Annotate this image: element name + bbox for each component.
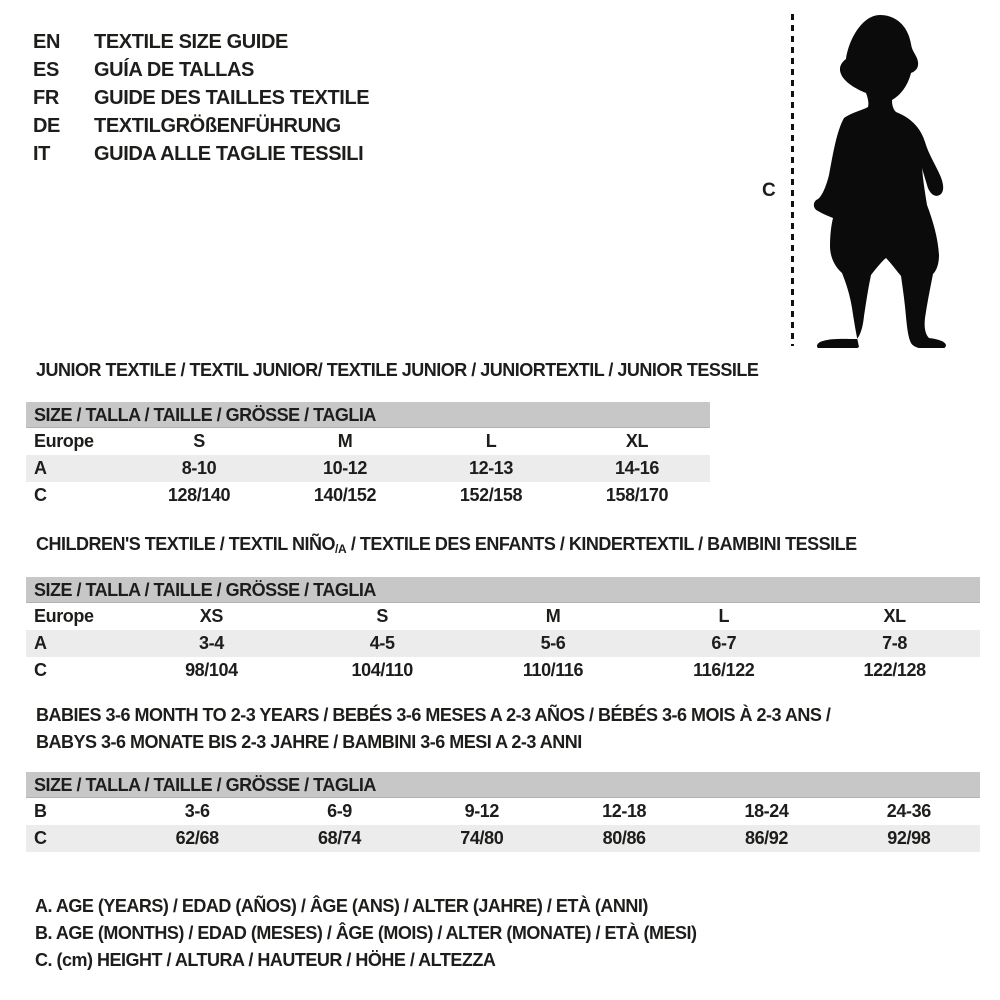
table-cell: 6-7	[711, 633, 737, 653]
row-label: Europe	[34, 606, 94, 626]
table-cell: 9-12	[464, 801, 500, 821]
table-header-bar: SIZE / TALLA / TAILLE / GRÖSSE / TAGLIA	[26, 402, 710, 428]
size-table-junior	[26, 402, 710, 509]
table-cell: 152/158	[459, 485, 523, 505]
guide-title: GUIDE DES TAILLES TEXTILE	[94, 86, 370, 109]
table-cell: 116/122	[693, 660, 755, 680]
section-heading-text: CHILDREN'S TEXTILE / TEXTIL NIÑO	[36, 534, 335, 554]
section-heading-babies	[36, 704, 830, 753]
table-cell: 14-16	[614, 458, 660, 478]
table-cell: 92/98	[887, 828, 931, 848]
language-row	[33, 84, 369, 112]
section-heading-text: / TEXTILE DES ENFANTS / KINDERTEXTIL / BAMBINI TESSILE	[346, 534, 857, 554]
table-cell: 122/128	[863, 660, 926, 680]
height-marker-label: C	[762, 180, 776, 201]
table-cell: 80/86	[602, 828, 646, 848]
table-cell: 4-5	[369, 633, 395, 653]
table-cell: 68/74	[317, 828, 362, 848]
guide-title: TEXTILE SIZE GUIDE	[94, 30, 288, 53]
table-cell: S	[376, 606, 388, 626]
size-table-babies	[26, 772, 980, 852]
figure-height-illustration	[756, 6, 986, 356]
table-cell: 10-12	[322, 458, 368, 478]
table-row	[26, 630, 980, 657]
table-cell: 3-4	[198, 633, 224, 653]
table-cell: 62/68	[175, 828, 219, 848]
table-cell: XS	[199, 606, 223, 626]
row-label: C	[34, 828, 47, 848]
table-cell: S	[193, 431, 205, 451]
table-row	[26, 657, 980, 684]
table-cell: 158/170	[605, 485, 669, 505]
table-row	[26, 482, 710, 509]
table-body	[26, 798, 980, 852]
footnote-b: B. AGE (MONTHS) / EDAD (MESES) / ÂGE (MOIS) / ALTER (MONATE) / ETÀ (MESI)	[35, 923, 697, 943]
language-row	[33, 56, 369, 84]
section-heading-text: BABIES 3-6 MONTH TO 2-3 YEARS / BEBÉS 3-6 MESES A 2-3 AÑOS / BÉBÉS 3-6 MOIS À 2-3 ANS /	[36, 705, 831, 725]
table-cell: 5-6	[540, 633, 566, 653]
table-header-bar: SIZE / TALLA / TAILLE / GRÖSSE / TAGLIA	[26, 577, 980, 603]
footnote-a: A. AGE (YEARS) / EDAD (AÑOS) / ÂGE (ANS) / ALTER (JAHRE) / ETÀ (ANNI)	[35, 896, 648, 916]
section-heading-line2: BABYS 3-6 MONATE BIS 2-3 JAHRE / BAMBINI 3-6 MESI A 2-3 ANNI	[36, 732, 582, 752]
language-title-list	[33, 28, 369, 168]
table-body	[26, 428, 710, 509]
footnote-list	[35, 893, 696, 974]
guide-title: GUÍA DE TALLAS	[94, 58, 254, 81]
table-row	[26, 825, 980, 852]
table-cell: 110/116	[522, 660, 584, 680]
table-cell: XL	[625, 431, 649, 451]
language-row	[33, 112, 369, 140]
table-cell: 6-9	[327, 801, 352, 821]
footnote-c: C. (cm) HEIGHT / ALTURA / HAUTEUR / HÖHE / ALTEZZA	[35, 950, 496, 970]
section-heading-text: JUNIOR TEXTILE / TEXTIL JUNIOR/ TEXTILE JUNIOR / JUNIORTEXTIL / JUNIOR TESSILE	[36, 360, 759, 380]
language-code: DE	[33, 114, 60, 137]
size-table-children	[26, 577, 980, 684]
table-row	[26, 798, 980, 825]
row-label: A	[34, 458, 47, 478]
table-cell: 104/110	[351, 660, 413, 680]
table-cell: 128/140	[167, 485, 231, 505]
table-cell: M	[337, 431, 353, 451]
table-cell: 12-18	[602, 801, 647, 821]
guide-title: TEXTILGRÖßENFÜHRUNG	[94, 114, 341, 137]
guide-title: GUIDA ALLE TAGLIE TESSILI	[94, 142, 364, 165]
table-cell: 3-6	[184, 801, 210, 821]
table-row	[26, 455, 710, 482]
row-label: A	[34, 633, 47, 653]
table-cell: 12-13	[468, 458, 514, 478]
table-cell: 98/104	[185, 660, 238, 680]
row-label: Europe	[34, 431, 94, 451]
table-cell: 8-10	[181, 458, 217, 478]
section-heading-subscript: /A	[334, 542, 347, 556]
language-code: EN	[33, 30, 60, 53]
table-cell: 18-24	[744, 801, 789, 821]
row-label: B	[34, 801, 47, 821]
table-cell: M	[545, 606, 561, 626]
table-row	[26, 428, 710, 455]
table-cell: 140/152	[313, 485, 377, 505]
section-heading-children	[36, 533, 857, 560]
row-label: C	[34, 485, 47, 505]
table-cell: 74/80	[460, 828, 504, 848]
language-code: FR	[33, 86, 59, 109]
section-heading-junior	[36, 359, 758, 386]
language-code: IT	[33, 142, 50, 165]
height-dashed-line	[791, 14, 794, 346]
table-cell: XL	[883, 606, 906, 626]
language-row	[33, 140, 369, 168]
table-row	[26, 603, 980, 630]
toddler-silhouette-icon	[806, 12, 956, 348]
table-cell: L	[718, 606, 730, 626]
table-body	[26, 603, 980, 684]
table-cell: 86/92	[744, 828, 788, 848]
row-label: C	[34, 660, 47, 680]
language-row	[33, 28, 369, 56]
table-header-bar: SIZE / TALLA / TAILLE / GRÖSSE / TAGLIA	[26, 772, 980, 798]
table-cell: 7-8	[882, 633, 907, 653]
table-cell: L	[485, 431, 497, 451]
table-cell: 24-36	[886, 801, 931, 821]
language-code: ES	[33, 58, 59, 81]
